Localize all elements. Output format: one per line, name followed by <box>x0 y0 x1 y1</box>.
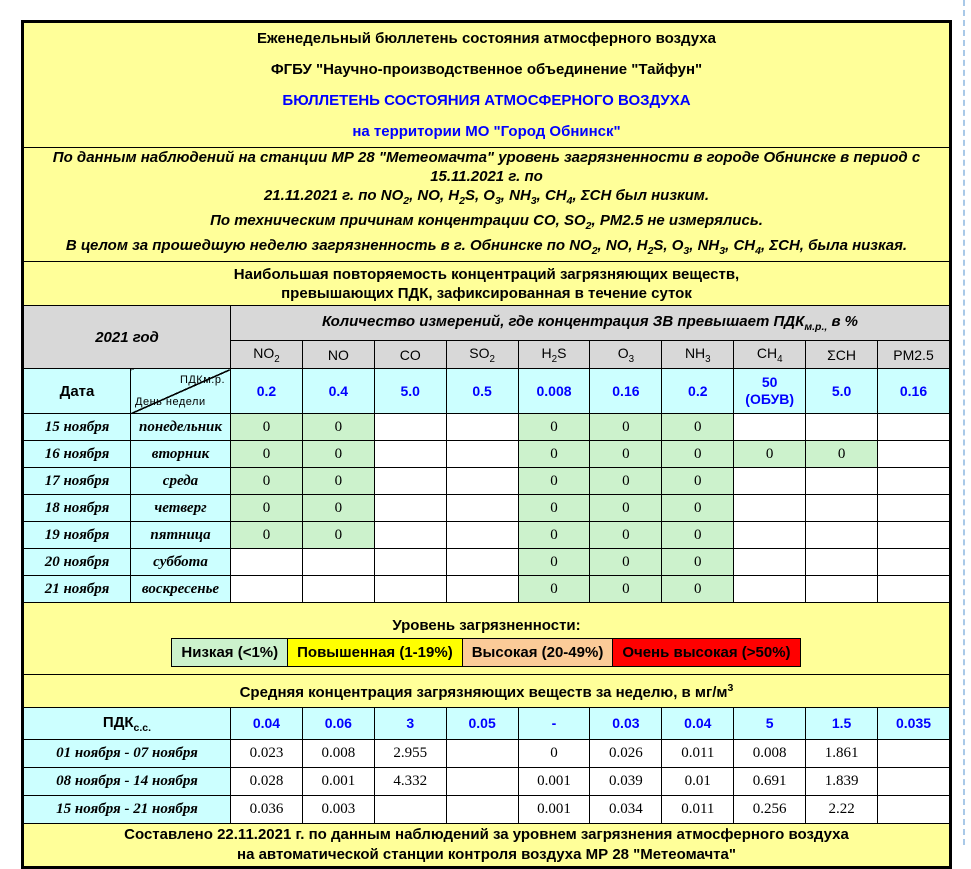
pdk-mr-value: 5.0 <box>374 369 446 414</box>
measurement-cell: 0 <box>231 468 303 495</box>
intro-block <box>24 148 950 262</box>
week-value-cell <box>374 796 446 824</box>
pdk-ss-value: 5 <box>734 708 806 740</box>
week-value-cell: 0.001 <box>302 768 374 796</box>
pdk-ss-value: 0.04 <box>662 708 734 740</box>
pollutant-header: $H_2S$ <box>518 341 590 369</box>
date-cell: 17 ноября <box>24 468 131 495</box>
measurement-cell <box>878 522 950 549</box>
measurement-cell: 0 <box>590 414 662 441</box>
pollutant-header: ΣCH <box>806 341 878 369</box>
week-value-cell <box>878 796 950 824</box>
pdk-mr-value: 0.008 <box>518 369 590 414</box>
measurement-cell <box>231 576 303 603</box>
measurement-cell: 0 <box>662 576 734 603</box>
measurement-cell <box>231 549 303 576</box>
measurement-cell: 0 <box>518 495 590 522</box>
table-row <box>24 468 950 495</box>
measurement-cell <box>374 495 446 522</box>
week-value-cell: 1.861 <box>806 740 878 768</box>
week-value-cell: 4.332 <box>374 768 446 796</box>
measurement-cell <box>734 414 806 441</box>
legend-row <box>24 603 950 675</box>
section2-title-row <box>24 675 950 708</box>
section2-title: Средняя концентрация загрязняющих веществ за неделю, в $мг/м^3$ <box>24 675 950 708</box>
date-header-cell: Дата <box>24 369 131 414</box>
week-value-cell <box>878 768 950 796</box>
measurement-cell <box>302 576 374 603</box>
pdk-mr-value: 0.16 <box>590 369 662 414</box>
measurement-cell <box>446 495 518 522</box>
bulletin-title: БЮЛЛЕТЕНЬ СОСТОЯНИЯ АТМОСФЕРНОГО ВОЗДУХА <box>282 92 691 109</box>
week-value-cell: 0.691 <box>734 768 806 796</box>
pdk-mr-value: 0.2 <box>662 369 734 414</box>
measurement-cell <box>446 549 518 576</box>
footer-row <box>24 824 950 867</box>
measurement-cell: 0 <box>518 522 590 549</box>
measurement-cell: 0 <box>590 576 662 603</box>
week-value-cell: 2.22 <box>806 796 878 824</box>
pdk-mr-value: 0.5 <box>446 369 518 414</box>
week-period-cell: 01 ноября - 07 ноября <box>24 740 231 768</box>
week-period-cell: 15 ноября - 21 ноября <box>24 796 231 824</box>
measurement-cell: 0 <box>518 576 590 603</box>
measurement-cell <box>374 576 446 603</box>
pdk-ss-value: - <box>518 708 590 740</box>
measurement-cell: 0 <box>518 414 590 441</box>
measurement-cell <box>878 414 950 441</box>
measurement-cell: 0 <box>231 522 303 549</box>
legend-strip <box>26 638 947 667</box>
week-value-cell <box>878 740 950 768</box>
pollutant-header: $NO_2$ <box>231 341 303 369</box>
pollutant-header: NO <box>302 341 374 369</box>
week-value-cell: 0.008 <box>302 740 374 768</box>
week-value-cell: 0.256 <box>734 796 806 824</box>
measurement-cell <box>734 522 806 549</box>
weekday-cell: вторник <box>131 441 231 468</box>
pollutant-header: $CH_4$ <box>734 341 806 369</box>
pollutant-header: PM2.5 <box>878 341 950 369</box>
measurement-cell <box>806 468 878 495</box>
territory-line: на территории МО "Город Обнинск" <box>352 123 621 140</box>
week-value-cell <box>446 740 518 768</box>
measurement-cell: 0 <box>518 468 590 495</box>
pdk-ss-value: 1.5 <box>806 708 878 740</box>
diag-pdk-label: ПДКм.р. <box>179 374 225 386</box>
pollutant-header: CO <box>374 341 446 369</box>
measurement-cell: 0 <box>590 495 662 522</box>
bulletin <box>21 20 952 869</box>
measurement-cell: 0 <box>231 414 303 441</box>
table-row <box>24 522 950 549</box>
measurement-cell <box>806 522 878 549</box>
measurement-cell <box>878 495 950 522</box>
week-value-cell <box>446 768 518 796</box>
measurement-cell: 0 <box>302 495 374 522</box>
weekday-cell: понедельник <box>131 414 231 441</box>
measurement-cell: 0 <box>518 549 590 576</box>
measurement-cell <box>806 414 878 441</box>
measurement-cell: 0 <box>662 414 734 441</box>
week-value-cell: 0.026 <box>590 740 662 768</box>
diag-weekday-label: День недели <box>135 396 206 408</box>
measurement-cell <box>878 549 950 576</box>
pdk-ss-value: 0.06 <box>302 708 374 740</box>
measurement-cell <box>374 468 446 495</box>
measurement-cell <box>806 495 878 522</box>
pdk-mr-row <box>24 369 950 414</box>
diagonal-header-cell <box>131 369 231 414</box>
measurement-cell: 0 <box>662 522 734 549</box>
pollutant-header: $NH_3$ <box>662 341 734 369</box>
measurement-cell: 0 <box>518 441 590 468</box>
legend-title: Уровень загрязненности: <box>392 616 581 634</box>
measurement-cell <box>374 522 446 549</box>
measurement-cell: 0 <box>302 441 374 468</box>
week-value-cell: 0.039 <box>590 768 662 796</box>
week-value-cell: 2.955 <box>374 740 446 768</box>
intro-line-2: По техническим причинам концентрации CO, $SO_2$, PM2.5 не измерялись. <box>210 212 763 232</box>
measurement-cell: 0 <box>302 414 374 441</box>
weekday-cell: пятница <box>131 522 231 549</box>
measurement-cell <box>734 495 806 522</box>
table-row <box>24 740 950 768</box>
table-row <box>24 576 950 603</box>
measurement-cell <box>806 576 878 603</box>
section1-title: Наибольшая повторяемость концентраций загрязняющих веществ, превышающих ПДК, зафиксированная в течение суток <box>24 262 950 306</box>
measurement-cell <box>446 576 518 603</box>
pdk-ss-value: 0.03 <box>590 708 662 740</box>
week-value-cell: 0.011 <box>662 796 734 824</box>
measurement-cell <box>446 468 518 495</box>
section1-title-row <box>24 262 950 306</box>
pdk-ss-row <box>24 708 950 740</box>
measurement-cell <box>878 441 950 468</box>
week-value-cell: 0.001 <box>518 796 590 824</box>
measurement-cell <box>302 549 374 576</box>
table-row <box>24 414 950 441</box>
header-block <box>24 23 950 148</box>
weekday-cell: воскресенье <box>131 576 231 603</box>
pdk-ss-value: 0.05 <box>446 708 518 740</box>
measurement-cell: 0 <box>662 468 734 495</box>
measurement-cell: 0 <box>734 441 806 468</box>
measurement-cell <box>374 441 446 468</box>
weekday-cell: суббота <box>131 549 231 576</box>
pdk-ss-value: 3 <box>374 708 446 740</box>
week-period-cell: 08 ноября - 14 ноября <box>24 768 231 796</box>
table-row <box>24 549 950 576</box>
pdk-mr-value: 50 (ОБУВ) <box>734 369 806 414</box>
measurement-cell: 0 <box>662 441 734 468</box>
week-value-cell: 0.001 <box>518 768 590 796</box>
table-row <box>24 441 950 468</box>
pdk-mr-value: 0.16 <box>878 369 950 414</box>
intro-line-3: В целом за прошедшую неделю загрязненность в г. Обнинске по $NO_2$, NO, $H_2S$, $O_3$, $NH_3$, $CH_4$, ΣCH, была низкая. <box>65 237 908 257</box>
week-value-cell <box>446 796 518 824</box>
measurement-cell <box>446 441 518 468</box>
week-value-cell: 0.036 <box>231 796 303 824</box>
date-cell: 16 ноября <box>24 441 131 468</box>
measurement-cell: 0 <box>231 441 303 468</box>
pdk-mr-value: 5.0 <box>806 369 878 414</box>
measurement-cell: 0 <box>590 522 662 549</box>
bulletin-subtitle: Еженедельный бюллетень состояния атмосферного воздуха <box>257 30 716 47</box>
pdk-ss-label: $ПДК_{с.с.}$ <box>24 708 231 740</box>
legend-item-high: Высокая (20-49%) <box>462 638 614 667</box>
week-value-cell: 0 <box>518 740 590 768</box>
legend-item-low: Низкая (<1%) <box>171 638 288 667</box>
intro-block-row <box>24 148 950 262</box>
week-value-cell: 0.011 <box>662 740 734 768</box>
measurement-cell <box>734 468 806 495</box>
week-value-cell: 0.01 <box>662 768 734 796</box>
measurement-cell: 0 <box>806 441 878 468</box>
pdk-mr-value: 0.2 <box>231 369 303 414</box>
measurement-cell <box>446 522 518 549</box>
measurement-cell <box>446 414 518 441</box>
date-cell: 15 ноября <box>24 414 131 441</box>
measurement-cell: 0 <box>302 522 374 549</box>
organization-name: ФГБУ "Научно-производственное объединение "Тайфун" <box>270 61 703 78</box>
measurement-cell <box>878 468 950 495</box>
year-cell: 2021 год <box>24 306 231 369</box>
measurement-cell <box>374 549 446 576</box>
measure-header-cell: Количество измерений, где концентрация ЗВ превышает $ПДК_{м.р.,}$ в % <box>231 306 950 341</box>
date-cell: 19 ноября <box>24 522 131 549</box>
legend-item-elevated: Повышенная (1-19%) <box>287 638 463 667</box>
bulletin-table <box>23 22 950 867</box>
measurement-cell: 0 <box>590 468 662 495</box>
pollutant-header: $SO_2$ <box>446 341 518 369</box>
week-value-cell: 0.003 <box>302 796 374 824</box>
week-value-cell: 0.008 <box>734 740 806 768</box>
table-row <box>24 768 950 796</box>
measurement-cell <box>734 549 806 576</box>
legend-block <box>24 603 950 675</box>
measurement-cell: 0 <box>231 495 303 522</box>
footer-note: Составлено 22.11.2021 г. по данным наблюдений за уровнем загрязнения атмосферного воздуха на автоматической станции контроля воздуха МР 28 "Метеомачта" <box>24 824 950 867</box>
header-block-row <box>24 23 950 148</box>
measurement-cell <box>878 576 950 603</box>
table-row <box>24 495 950 522</box>
pdk-ss-value: 0.04 <box>231 708 303 740</box>
measurement-cell: 0 <box>590 441 662 468</box>
intro-line-1: По данным наблюдений на станции МР 28 "Метеомачта" уровень загрязненности в городе Обнинске в период с 15.11.2021 г. по 21.11.2021 г. по $NO_2$, NO, $H_2S$, $O_3$, $NH_3$, $CH_4$, ΣCH был низким. <box>52 149 921 207</box>
legend-item-very-high: Очень высокая (>50%) <box>612 638 800 667</box>
week-value-cell: 0.034 <box>590 796 662 824</box>
measurement-cell <box>734 576 806 603</box>
pdk-ss-value: 0.035 <box>878 708 950 740</box>
page-break-line <box>963 0 965 845</box>
week-value-cell: 0.023 <box>231 740 303 768</box>
measurement-cell <box>806 549 878 576</box>
measurement-cell: 0 <box>662 549 734 576</box>
table1-header-row-1 <box>24 306 950 341</box>
measurement-cell: 0 <box>590 549 662 576</box>
date-cell: 20 ноября <box>24 549 131 576</box>
weekday-cell: четверг <box>131 495 231 522</box>
weekday-cell: среда <box>131 468 231 495</box>
pollutant-header: $O_3$ <box>590 341 662 369</box>
table-row <box>24 796 950 824</box>
date-cell: 18 ноября <box>24 495 131 522</box>
week-value-cell: 0.028 <box>231 768 303 796</box>
measurement-cell: 0 <box>662 495 734 522</box>
pdk-mr-value: 0.4 <box>302 369 374 414</box>
week-value-cell: 1.839 <box>806 768 878 796</box>
date-cell: 21 ноября <box>24 576 131 603</box>
measurement-cell: 0 <box>302 468 374 495</box>
measurement-cell <box>374 414 446 441</box>
